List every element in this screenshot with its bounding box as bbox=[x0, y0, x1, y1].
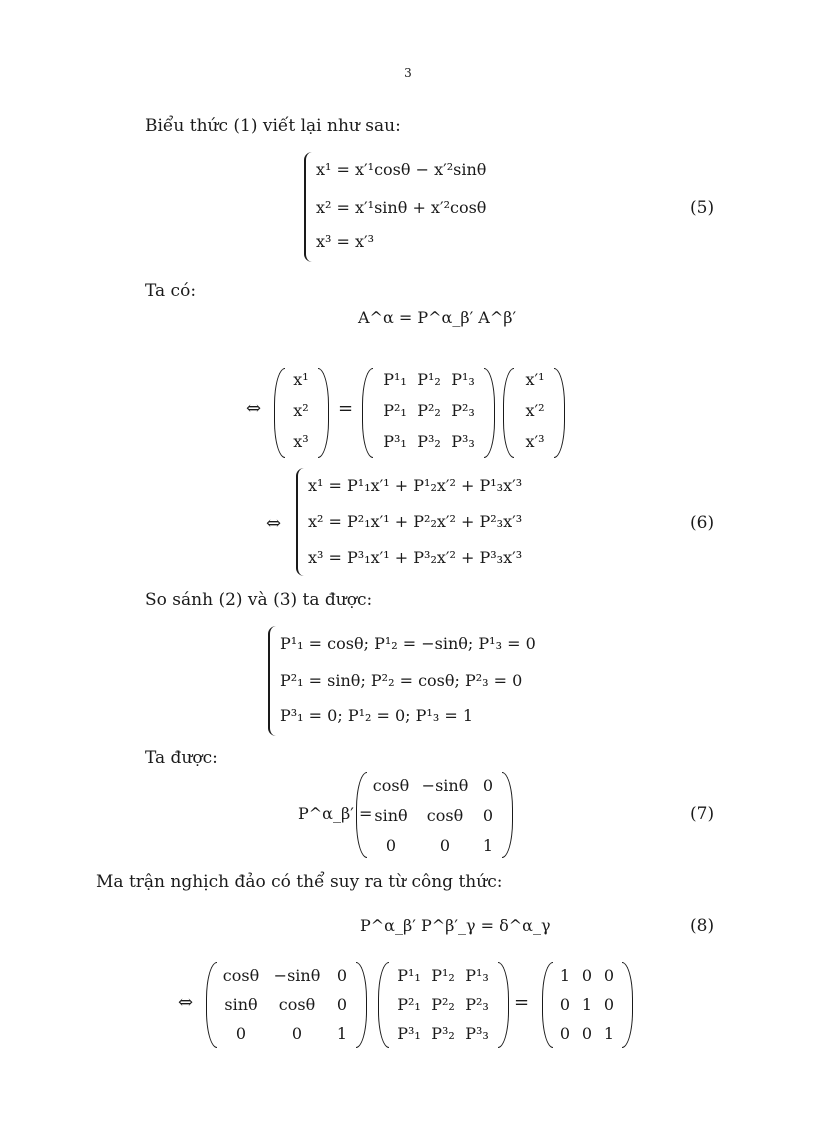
eq-number-6: (6) bbox=[690, 513, 715, 533]
mat-p2-33: P³₃ bbox=[465, 1024, 489, 1043]
lparen-vec-xp bbox=[503, 368, 514, 458]
mat-p-11: P¹₁ bbox=[383, 370, 407, 389]
mat-p-13: P¹₃ bbox=[451, 370, 475, 389]
mat-r2-22: cosθ bbox=[278, 995, 316, 1014]
mat-p2-11: P¹₁ bbox=[397, 966, 421, 985]
vec-x-2: x² bbox=[293, 401, 309, 420]
paragraph-ta-duoc: Ta được: bbox=[145, 748, 218, 768]
mat-r-12: −sinθ bbox=[421, 776, 469, 795]
lparen-mat-i bbox=[542, 962, 553, 1048]
eq8: P^α_β′ P^β′_γ = δ^α_γ bbox=[360, 916, 551, 935]
mat-i-31: 0 bbox=[559, 1024, 571, 1043]
mat-p2-22: P²₂ bbox=[431, 995, 455, 1014]
mat-r2-11: cosθ bbox=[222, 966, 260, 985]
mat-p2-12: P¹₂ bbox=[431, 966, 455, 985]
mat-r2-21: sinθ bbox=[224, 995, 258, 1014]
mat-p-22: P²₂ bbox=[417, 401, 441, 420]
mat-p-33: P³₃ bbox=[451, 432, 475, 451]
brace-cmp bbox=[268, 626, 280, 736]
paragraph-intro: Biểu thức (1) viết lại như sau: bbox=[145, 116, 401, 136]
eq-number-5: (5) bbox=[690, 198, 715, 218]
mat-p2-13: P¹₃ bbox=[465, 966, 489, 985]
mat-p-21: P²₁ bbox=[383, 401, 407, 420]
iff-symbol-3: ⇔ bbox=[178, 992, 194, 1013]
mat-i-21: 0 bbox=[559, 995, 571, 1014]
sys6-line-1: x¹ = P¹₁x′¹ + P¹₂x′² + P¹₃x′³ bbox=[308, 476, 523, 495]
mat-p2-23: P²₃ bbox=[465, 995, 489, 1014]
rparen-mat-p2 bbox=[498, 962, 509, 1048]
sys5-line-1: x¹ = x′¹cosθ − x′²sinθ bbox=[316, 160, 487, 179]
mat-r-22: cosθ bbox=[426, 806, 464, 825]
equals-2: = bbox=[514, 992, 530, 1013]
eq-number-7: (7) bbox=[690, 804, 715, 824]
equals-1: = bbox=[338, 398, 354, 419]
eq-transform: A^α = P^α_β′ A^β′ bbox=[358, 308, 517, 327]
mat-r2-23: 0 bbox=[336, 995, 348, 1014]
mat-p-12: P¹₂ bbox=[417, 370, 441, 389]
mat-r-32: 0 bbox=[439, 836, 451, 855]
mat-p-31: P³₁ bbox=[383, 432, 407, 451]
rparen-mat-r bbox=[502, 772, 513, 858]
mat-p-32: P³₂ bbox=[417, 432, 441, 451]
brace-5 bbox=[304, 152, 316, 262]
iff-symbol-2: ⇔ bbox=[266, 513, 282, 534]
eq-number-8: (8) bbox=[690, 916, 715, 936]
sys-cmp-line-1: P¹₁ = cosθ; P¹₂ = −sinθ; P¹₃ = 0 bbox=[280, 634, 536, 653]
lparen-mat-p2 bbox=[378, 962, 389, 1048]
mat-p2-32: P³₂ bbox=[431, 1024, 455, 1043]
mat-p2-31: P³₁ bbox=[397, 1024, 421, 1043]
vec-xp-2: x′² bbox=[525, 401, 545, 420]
mat-p2-21: P²₁ bbox=[397, 995, 421, 1014]
mat-r-11: cosθ bbox=[372, 776, 410, 795]
paragraph-inverse: Ma trận nghịch đảo có thể suy ra từ công thức: bbox=[96, 872, 503, 892]
mat-r2-31: 0 bbox=[235, 1024, 247, 1043]
page-number: 3 bbox=[404, 66, 412, 80]
sys6-line-3: x³ = P³₁x′¹ + P³₂x′² + P³₃x′³ bbox=[308, 548, 523, 567]
mat-i-23: 0 bbox=[603, 995, 615, 1014]
iff-symbol-1: ⇔ bbox=[246, 398, 262, 419]
mat-r-31: 0 bbox=[385, 836, 397, 855]
sys5-line-3: x³ = x′³ bbox=[316, 232, 375, 251]
mat-r-33: 1 bbox=[482, 836, 494, 855]
rparen-vec-xp bbox=[554, 368, 565, 458]
mat-i-12: 0 bbox=[581, 966, 593, 985]
mat-r2-33: 1 bbox=[336, 1024, 348, 1043]
mat-r2-32: 0 bbox=[291, 1024, 303, 1043]
lparen-vec-x bbox=[274, 368, 285, 458]
rparen-mat-p bbox=[484, 368, 495, 458]
mat-i-22: 1 bbox=[581, 995, 593, 1014]
vec-xp-3: x′³ bbox=[525, 432, 545, 451]
mat-r-21: sinθ bbox=[374, 806, 408, 825]
sys-cmp-line-2: P²₁ = sinθ; P²₂ = cosθ; P²₃ = 0 bbox=[280, 671, 523, 690]
paragraph-ta-co: Ta có: bbox=[145, 281, 197, 301]
mat-r-13: 0 bbox=[482, 776, 494, 795]
sys5-line-2: x² = x′¹sinθ + x′²cosθ bbox=[316, 198, 487, 217]
lparen-mat-p bbox=[362, 368, 373, 458]
brace-6 bbox=[296, 468, 308, 576]
vec-x-3: x³ bbox=[293, 432, 309, 451]
sys6-line-2: x² = P²₁x′¹ + P²₂x′² + P²₃x′³ bbox=[308, 512, 523, 531]
vec-xp-1: x′¹ bbox=[525, 370, 545, 389]
eq7-lhs: P^α_β′ = bbox=[298, 804, 373, 823]
lparen-mat-r2 bbox=[206, 962, 217, 1048]
mat-p-23: P²₃ bbox=[451, 401, 475, 420]
mat-i-13: 0 bbox=[603, 966, 615, 985]
mat-r2-12: −sinθ bbox=[273, 966, 321, 985]
mat-i-11: 1 bbox=[559, 966, 571, 985]
mat-r-23: 0 bbox=[482, 806, 494, 825]
mat-i-33: 1 bbox=[603, 1024, 615, 1043]
rparen-mat-r2 bbox=[356, 962, 367, 1048]
mat-r2-13: 0 bbox=[336, 966, 348, 985]
vec-x-1: x¹ bbox=[293, 370, 309, 389]
mat-i-32: 0 bbox=[581, 1024, 593, 1043]
lparen-mat-r bbox=[356, 772, 367, 858]
sys-cmp-line-3: P³₁ = 0; P¹₂ = 0; P¹₃ = 1 bbox=[280, 706, 474, 725]
paragraph-so-sanh: So sánh (2) và (3) ta được: bbox=[145, 590, 373, 610]
rparen-vec-x bbox=[318, 368, 329, 458]
rparen-mat-i bbox=[622, 962, 633, 1048]
